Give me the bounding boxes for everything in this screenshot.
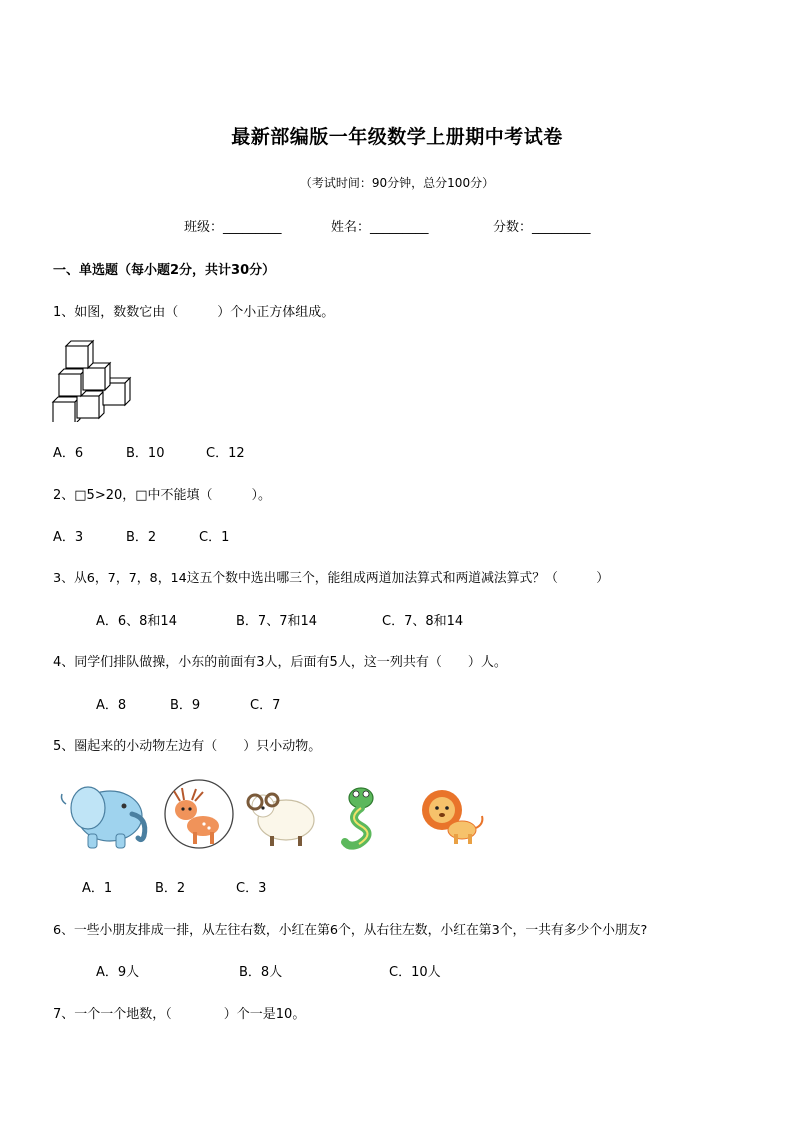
animals-figure: [58, 776, 488, 854]
question-4-stem: 4、同学们排队做操，小东的前面有3人，后面有5人，这一列共有（ ）人。: [53, 655, 507, 670]
q1-option-c: C．12: [206, 446, 245, 461]
question-3-stem: 3、从6，7，7，8，14这五个数中选出哪三个，能组成两道加法算式和两道减法算式？（ ）: [53, 571, 610, 586]
q3-option-c: C．7、8和14: [382, 614, 464, 629]
sheep-icon: [248, 794, 314, 846]
class-field: [184, 216, 282, 235]
question-2-stem: 2、□5>20，□中不能填（ ）。: [53, 488, 272, 503]
question-1-stem: 1、如图，数数它由（ ）个小正方体组成。: [53, 305, 335, 320]
q4-option-c: C．7: [250, 698, 281, 713]
q2-option-a: A．3: [53, 530, 84, 545]
q6-option-a: A．9人: [96, 965, 140, 980]
q1-option-b: B．10: [126, 446, 165, 461]
question-6-stem: 6、一些小朋友排成一排，从左往右数，小红在第6个，从右往左数，小红在第3个，一共有多少个小朋友?: [53, 923, 648, 938]
snake-icon: [345, 788, 373, 846]
q5-option-a: A．1: [82, 881, 113, 896]
deer-icon: [165, 780, 233, 848]
exam-title: 最新部编版一年级数学上册期中考试卷: [231, 126, 563, 148]
name-blank: _________: [370, 220, 429, 235]
class-label: 班级：: [184, 220, 224, 235]
q6-option-c: C．10人: [389, 965, 441, 980]
q4-option-a: A．8: [96, 698, 127, 713]
q3-option-a: A．6、8和14: [96, 614, 177, 629]
score-blank: _________: [532, 220, 591, 235]
class-blank: _________: [223, 220, 282, 235]
score-field: [493, 216, 591, 235]
q6-option-b: B．8人: [239, 965, 283, 980]
exam-subtitle: （考试时间：90分钟，总分100分）: [299, 176, 495, 190]
q4-option-b: B．9: [170, 698, 201, 713]
name-label: 姓名：: [331, 220, 371, 235]
q1-option-a: A．6: [53, 446, 84, 461]
question-7-stem: 7、一个一个地数，（ ）个一是10。: [53, 1007, 306, 1022]
section-heading: 一、单选题（每小题2分，共计30分）: [53, 263, 276, 278]
q2-option-b: B．2: [126, 530, 157, 545]
cube-stack-figure: [50, 338, 136, 422]
lion-icon: [422, 790, 482, 844]
q3-option-b: B．7、7和14: [236, 614, 318, 629]
q2-option-c: C．1: [199, 530, 230, 545]
question-5-stem: 5、圈起来的小动物左边有（ ）只小动物。: [53, 739, 322, 754]
score-label: 分数：: [493, 220, 533, 235]
elephant-icon: [62, 787, 145, 848]
name-field: [331, 216, 429, 235]
q5-option-b: B．2: [155, 881, 186, 896]
q5-option-c: C．3: [236, 881, 267, 896]
